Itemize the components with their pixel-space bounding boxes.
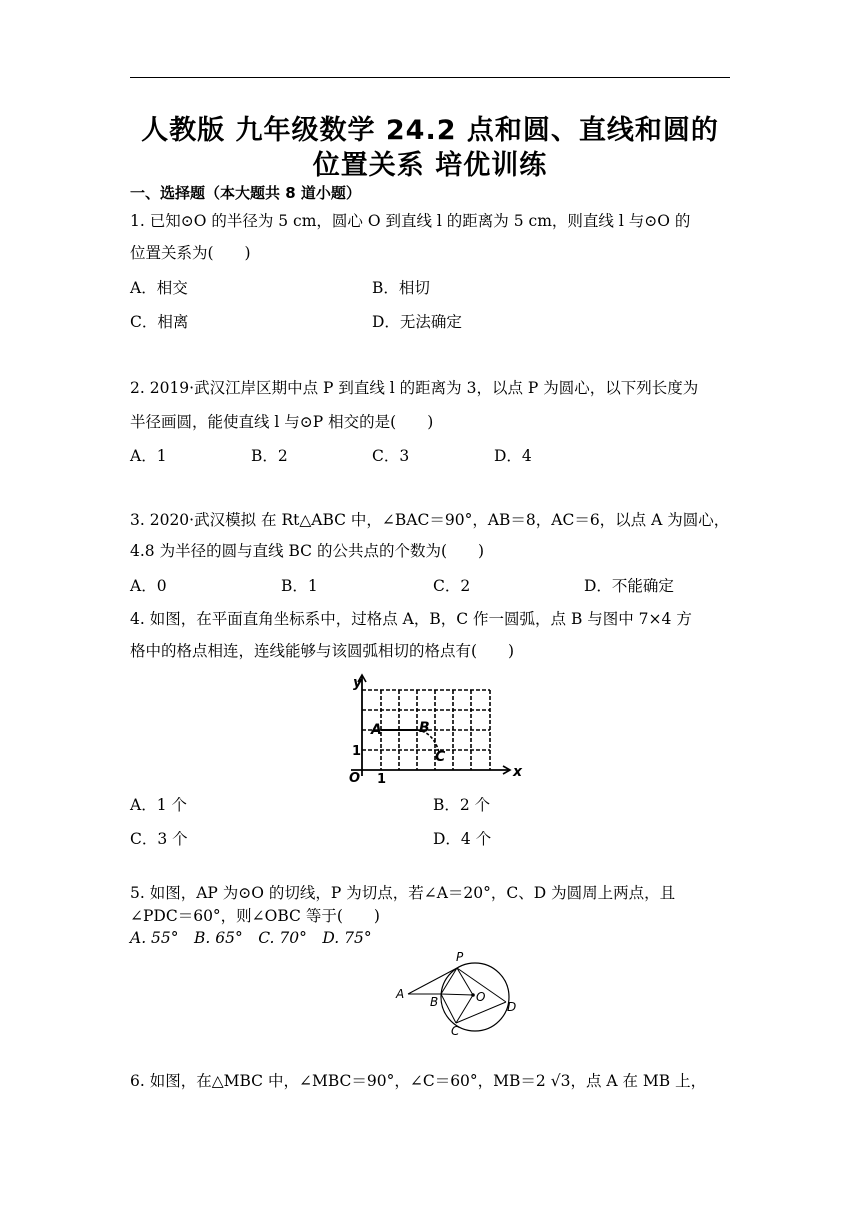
q1-text-line1: 1. 已知⊙O 的半径为 5 cm，圆心 O 到直线 l 的距离为 5 cm，则直线 l 与⊙O 的: [130, 212, 691, 230]
q5-text-line2: ∠PDC＝60°，则∠OBC 等于( ): [130, 907, 380, 925]
page-title: 人教版 九年级数学 24.2 点和圆、直线和圆的: [141, 115, 719, 146]
q4-option-b: B．2 个: [433, 796, 491, 814]
q3-text-line1: 3. 2020·武汉模拟 在 Rt△ABC 中，∠BAC＝90°，AB＝8，AC＝6，以点 A 为圆心，: [130, 511, 730, 529]
q1-option-c: C．相离: [130, 313, 189, 331]
q1-option-d: D．无法确定: [372, 313, 462, 331]
q4-option-d: D．4 个: [433, 830, 492, 848]
q4-option-c: C．3 个: [130, 830, 188, 848]
q4-y-one-label: 1: [352, 744, 362, 759]
q5-label-a: A: [396, 987, 405, 1001]
top-rule: [130, 77, 730, 78]
q1-option-b: B．相切: [372, 279, 430, 297]
q5-lines: [408, 968, 506, 1023]
q4-text-line1: 4. 如图，在平面直角坐标系中，过格点 A，B，C 作一圆弧，点 B 与图中 7×4 方: [130, 610, 692, 628]
q5-label-b: B: [430, 995, 439, 1009]
q5-label-o: O: [476, 990, 486, 1004]
q4-x-one-label: 1: [377, 772, 387, 786]
q1-option-a: A．相交: [130, 279, 188, 297]
q3-option-c: C．2: [433, 577, 471, 595]
q4-text-line2: 格中的格点相连，连线能够与该圆弧相切的格点有( ): [130, 642, 515, 660]
page-title-line2: 位置关系 培优训练: [312, 150, 548, 181]
q2-option-c: C．3: [372, 447, 410, 465]
q4-option-a: A．1 个: [130, 796, 187, 814]
q4-origin-label: O: [349, 771, 361, 786]
q4-point-c: C: [435, 749, 446, 765]
q2-text-line1: 2. 2019·武汉江岸区期中点 P 到直线 l 的距离为 3，以点 P 为圆心，以下列长度为: [130, 379, 699, 397]
q4-grid-figure: [335, 668, 525, 786]
q2-text-line2: 半径画圆，能使直线 l 与⊙P 相交的是( ): [130, 413, 434, 431]
q5-text-line1: 5. 如图，AP 为⊙O 的切线，P 为切点，若∠A＝20°，C、D 为圆周上两点，且: [130, 884, 676, 902]
q3-option-b: B．1: [281, 577, 318, 595]
q4-y-label: y: [353, 675, 363, 691]
q5-label-p: P: [456, 950, 464, 964]
q2-option-d: D．4: [494, 447, 532, 465]
q4-x-label: x: [513, 764, 523, 780]
q5-center-dot: [471, 993, 475, 997]
section-heading: 一、选择题（本大题共 8 道小题）: [130, 184, 361, 202]
q3-text-line2: 4.8 为半径的圆与直线 BC 的公共点的个数为( ): [130, 542, 485, 560]
q4-point-b: B: [419, 720, 430, 736]
q5-options: A. 55° B. 65° C. 70° D. 75°: [130, 929, 372, 947]
q1-text-line2: 位置关系为( ): [130, 244, 251, 262]
q5-circle-figure: [390, 945, 525, 1037]
q2-option-a: A．1: [130, 447, 167, 465]
q3-option-a: A．0: [130, 577, 167, 595]
q2-option-b: B．2: [251, 447, 288, 465]
q4-point-a: A: [371, 722, 382, 738]
q5-label-d: D: [507, 1000, 517, 1014]
q6-text-line1: 6. 如图，在△MBC 中，∠MBC＝90°，∠C＝60°，MB＝2 √3，点 A 在 MB 上，: [130, 1072, 707, 1090]
q3-option-d: D．不能确定: [584, 577, 674, 595]
q5-label-c: C: [451, 1024, 460, 1037]
